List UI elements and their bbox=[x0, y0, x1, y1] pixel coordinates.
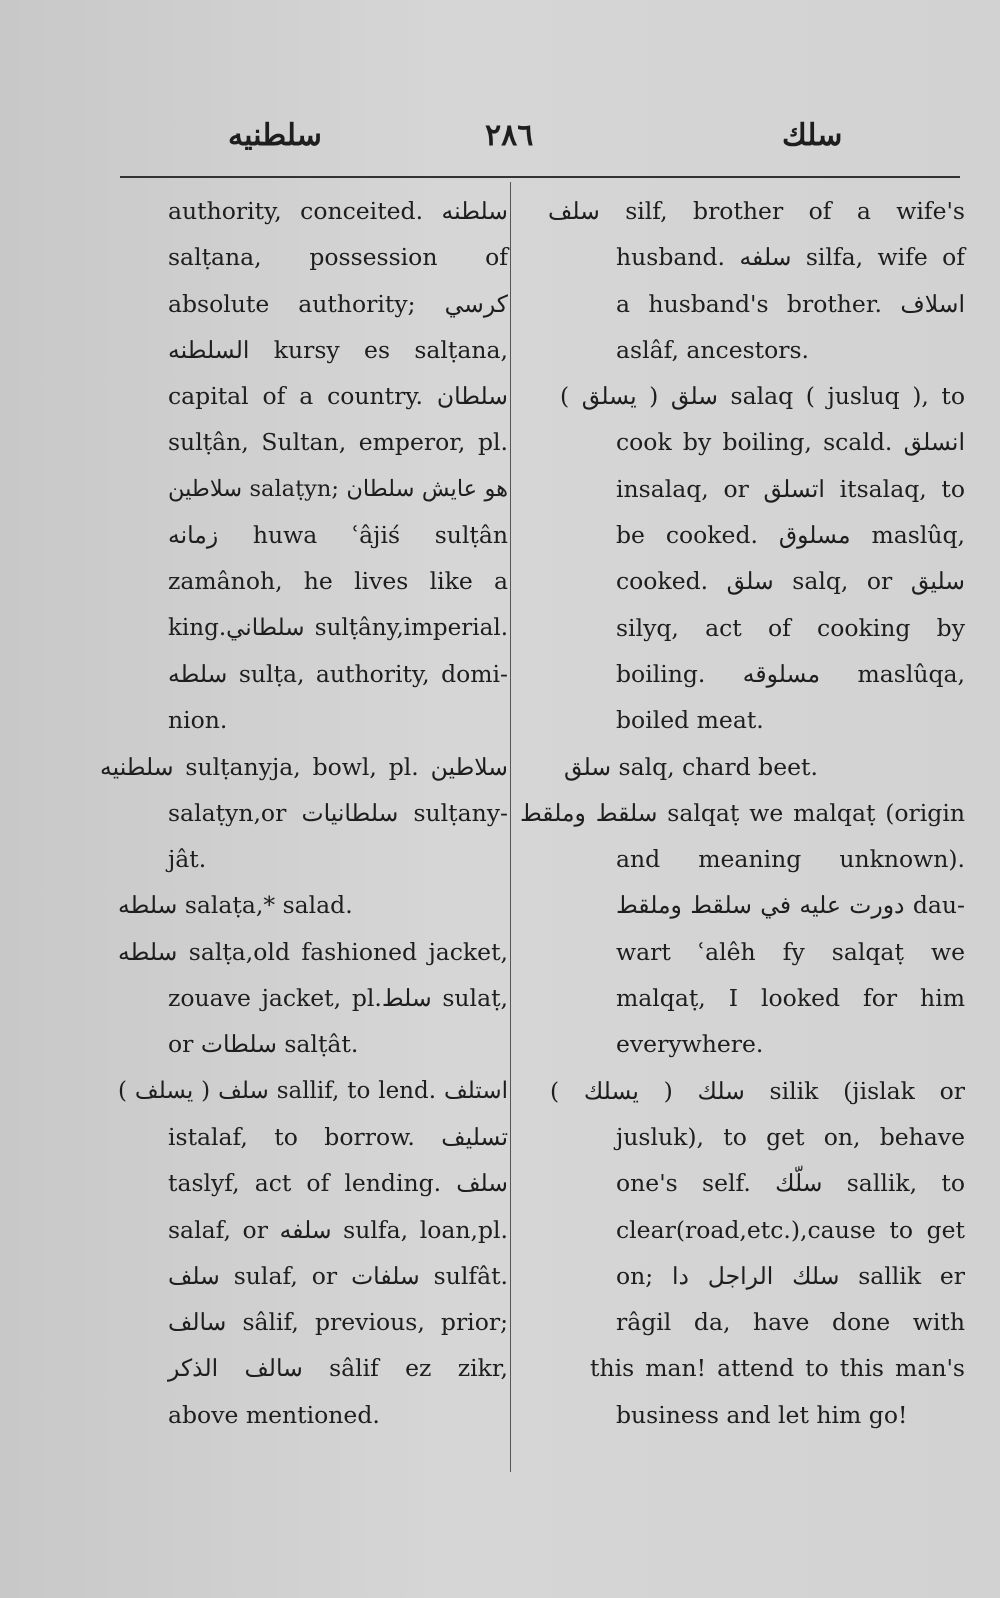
text-line: cook by boiling, scald. انسلق bbox=[616, 428, 965, 457]
text-line: cooked. سلق salq, or سليق bbox=[616, 567, 965, 596]
entry-headword-line: سلقط وملقط salqaṭ we malqaṭ (origin bbox=[520, 798, 966, 827]
text-line: silyq, act of cooking by bbox=[616, 613, 965, 642]
text-line: insalaq, or اتسلق itsalaq, to bbox=[616, 474, 965, 503]
text-line: on; سلك الراجل دا sallik er bbox=[616, 1261, 966, 1290]
text-line: authority, conceited. سلطنه bbox=[168, 197, 508, 225]
page-header bbox=[0, 118, 1000, 158]
page-number: ٢٨٦ bbox=[485, 118, 534, 153]
text-line: jusluk), to get on, behave bbox=[616, 1122, 965, 1151]
text-line: husband. سلفه silfa, wife of bbox=[616, 243, 965, 272]
text-line: سلطه sulṭa, authority, domi- bbox=[168, 659, 508, 688]
header-right-word: سلك bbox=[782, 118, 843, 153]
text-line: سلاطين salaṭyn; هو عايش سلطان bbox=[168, 475, 508, 502]
text-line: clear(road,etc.),cause to get bbox=[616, 1215, 965, 1244]
text-line: capital of a country. سلطان bbox=[168, 382, 508, 411]
text-line: salaf, or سلفه sulfa, loan,pl. bbox=[168, 1215, 509, 1244]
left-column bbox=[90, 188, 508, 1438]
entry-headword-line: سلطه salaṭa,* salad. bbox=[118, 891, 353, 920]
text-line: a husband's brother. اسلاف bbox=[616, 289, 965, 318]
text-line: above mentioned. bbox=[168, 1400, 380, 1429]
entry-headword-line: سلطه salṭa,old fashioned jacket, bbox=[118, 937, 508, 966]
text-line: zamânoh, he lives like a bbox=[168, 567, 508, 596]
text-line: malqaṭ, I looked for him bbox=[616, 984, 965, 1013]
text-line: zouave jacket, pl.سلط sulaṭ, bbox=[168, 984, 508, 1013]
text-line: salaṭyn,or سلطانيات sulṭany- bbox=[168, 798, 508, 827]
text-line: business and let him go! bbox=[616, 1400, 908, 1429]
header-rule bbox=[120, 176, 960, 178]
text-line: salṭana, possession of bbox=[168, 243, 508, 272]
entry-headword-line: سلطنيه sulṭanyja, bowl, pl. سلاطين bbox=[100, 752, 508, 781]
text-line: boiling. مسلوقه maslûqa, bbox=[616, 659, 966, 688]
text-line: taslyf, act of lending. سلف bbox=[168, 1169, 508, 1198]
text-line: nion. bbox=[168, 706, 228, 735]
text-line: râgil da, have done with bbox=[616, 1308, 965, 1337]
text-line: wart ʿalêh fy salqaṭ we bbox=[616, 937, 965, 966]
header-left-word: سلطنيه bbox=[228, 118, 322, 153]
text-line: sulṭân, Sultan, emperor, pl. bbox=[168, 428, 508, 457]
text-line: king.سلطاني sulṭâny,imperial. bbox=[168, 614, 508, 641]
text-line: istalaf, to borrow. تسليف bbox=[168, 1122, 508, 1151]
entry-headword-line: سلف silf, brother of a wife's bbox=[548, 197, 965, 225]
text-line: سالف sâlif, previous, prior; bbox=[168, 1308, 508, 1337]
text-line: and meaning unknown). bbox=[616, 845, 965, 874]
text-line: one's self. سلّك sallik, to bbox=[616, 1169, 965, 1198]
text-line: زمانه huwa ʿâjiś sulṭân bbox=[168, 521, 508, 550]
text-line: سلف sulaf, or سلفات sulfât. bbox=[168, 1261, 508, 1290]
text-line: this man! attend to this man's bbox=[590, 1354, 965, 1383]
text-line: everywhere. bbox=[616, 1030, 764, 1059]
entry-headword-line: سلق salq, chard beet. bbox=[564, 752, 818, 781]
text-line: boiled meat. bbox=[616, 706, 764, 735]
text-line: aslâf, ancestors. bbox=[616, 335, 810, 364]
text-line: دورت عليه في سلقط وملقط dau- bbox=[616, 891, 965, 920]
entry-headword-line: سلف ( يسلف ) sallif, to lend. استلف bbox=[118, 1077, 508, 1104]
text-line: سالف الذكر sâlif ez zikr, bbox=[168, 1354, 508, 1383]
text-line: السلطنه kursy es salṭana, bbox=[168, 335, 508, 364]
text-line: be cooked. مسلوق maslûq, bbox=[616, 521, 965, 550]
right-column bbox=[520, 188, 965, 1438]
entry-headword-line: سلك ( يسلك ) silik (jislak or bbox=[550, 1076, 965, 1105]
text-line: or سلطات salṭât. bbox=[168, 1030, 359, 1059]
text-line: jât. bbox=[168, 845, 207, 874]
column-divider bbox=[510, 182, 511, 1472]
entry-headword-line: سلق ( يسلق ) salaq ( jusluq ), to bbox=[560, 382, 965, 411]
text-line: absolute authority; كرسي bbox=[168, 289, 508, 318]
